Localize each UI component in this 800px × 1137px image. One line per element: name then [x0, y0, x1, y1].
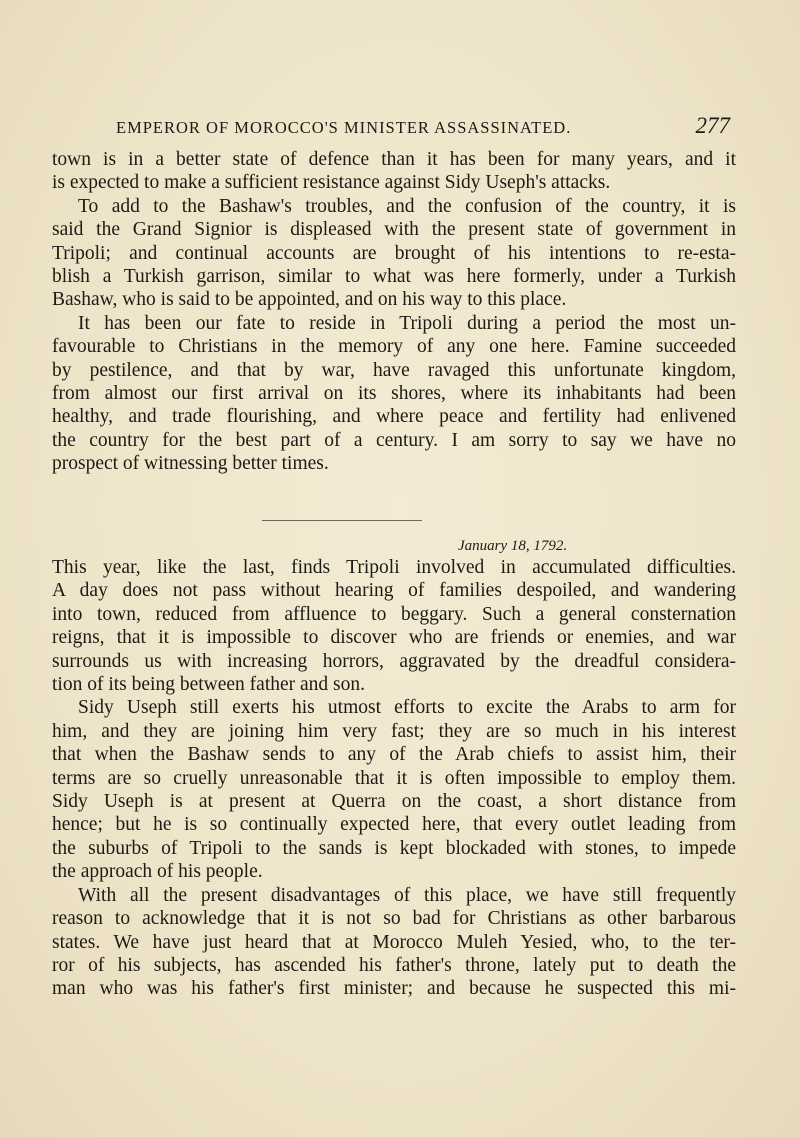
text-line: the suburbs of Tripoli to the sands is kept blockaded with stones, to impede	[52, 837, 736, 859]
text-line: Tripoli; and continual accounts are brought of his intentions to re-esta-	[52, 242, 736, 264]
text-line: A day does not pass without hearing of families despoiled, and wandering	[52, 580, 736, 602]
text-line: terms are so cruelly unreasonable that it is often impossible to employ them.	[52, 767, 736, 789]
page-number: 277	[695, 113, 730, 138]
text-line: the approach of his people.	[52, 861, 263, 883]
section-divider	[262, 520, 422, 521]
text-line: Bashaw, who is said to be appointed, and on his way to this place.	[52, 289, 567, 311]
text-line: hence; but he is so continually expected here, that every outlet leading from	[52, 814, 736, 836]
running-head	[62, 113, 730, 144]
text-line: prospect of witnessing better times.	[52, 453, 329, 475]
text-line: man who was his father's first minister; and because he suspected this mi-	[52, 978, 736, 1000]
text-line: reason to acknowledge that it is not so bad for Christians as other barbarous	[52, 908, 736, 930]
dateline: January 18, 1792.	[458, 538, 568, 554]
text-line: blish a Turkish garrison, similar to what was here formerly, under a Turkish	[52, 266, 736, 288]
text-line: This year, like the last, finds Tripoli involved in accumulated difficulties.	[52, 557, 736, 578]
text-block-2	[52, 556, 736, 1001]
text-line: town is in a better state of defence than it has been for many years, and it	[52, 149, 736, 170]
text-line: states. We have just heard that at Morocco Muleh Yesied, who, to the ter-	[52, 931, 736, 953]
text-line: him, and they are joining him very fast; they are so much in his interest	[52, 720, 736, 742]
text-line: surrounds us with increasing horrors, aggravated by the dreadful considera-	[52, 650, 736, 672]
text-line: Sidy Useph is at present at Querra on the coast, a short distance from	[52, 791, 736, 813]
text-line: favourable to Christians in the memory of any one here. Famine succeeded	[52, 336, 736, 358]
text-block-1	[52, 148, 736, 476]
text-line: is expected to make a sufficient resistance against Sidy Useph's attacks.	[52, 172, 611, 194]
text-line: It has been our fate to reside in Tripoli during a period the most un-	[78, 312, 736, 334]
text-line: healthy, and trade flourishing, and where peace and fertility had enlivened	[52, 406, 736, 428]
text-line: by pestilence, and that by war, have ravaged this unfortunate kingdom,	[52, 359, 736, 381]
text-line: into town, reduced from affluence to beggary. Such a general consternation	[52, 603, 736, 625]
text-line: that when the Bashaw sends to any of the Arab chiefs to assist him, their	[52, 744, 736, 766]
text-line: ror of his subjects, has ascended his father's throne, lately put to death the	[52, 954, 736, 976]
text-line: With all the present disadvantages of this place, we have still frequently	[78, 884, 736, 906]
text-line: reigns, that it is impossible to discover who are friends or enemies, and war	[52, 627, 736, 649]
text-line: Sidy Useph still exerts his utmost efforts to excite the Arabs to arm for	[78, 697, 736, 719]
text-line: the country for the best part of a century. I am sorry to say we have no	[52, 429, 736, 451]
text-line: tion of its being between father and son.	[52, 674, 365, 696]
text-line: from almost our first arrival on its shores, where its inhabitants had been	[52, 383, 736, 405]
running-title: EMPEROR OF MOROCCO'S MINISTER ASSASSINATED.	[116, 118, 572, 137]
text-line: said the Grand Signior is displeased with the present state of government in	[52, 219, 736, 241]
text-line: To add to the Bashaw's troubles, and the confusion of the country, it is	[78, 195, 736, 217]
